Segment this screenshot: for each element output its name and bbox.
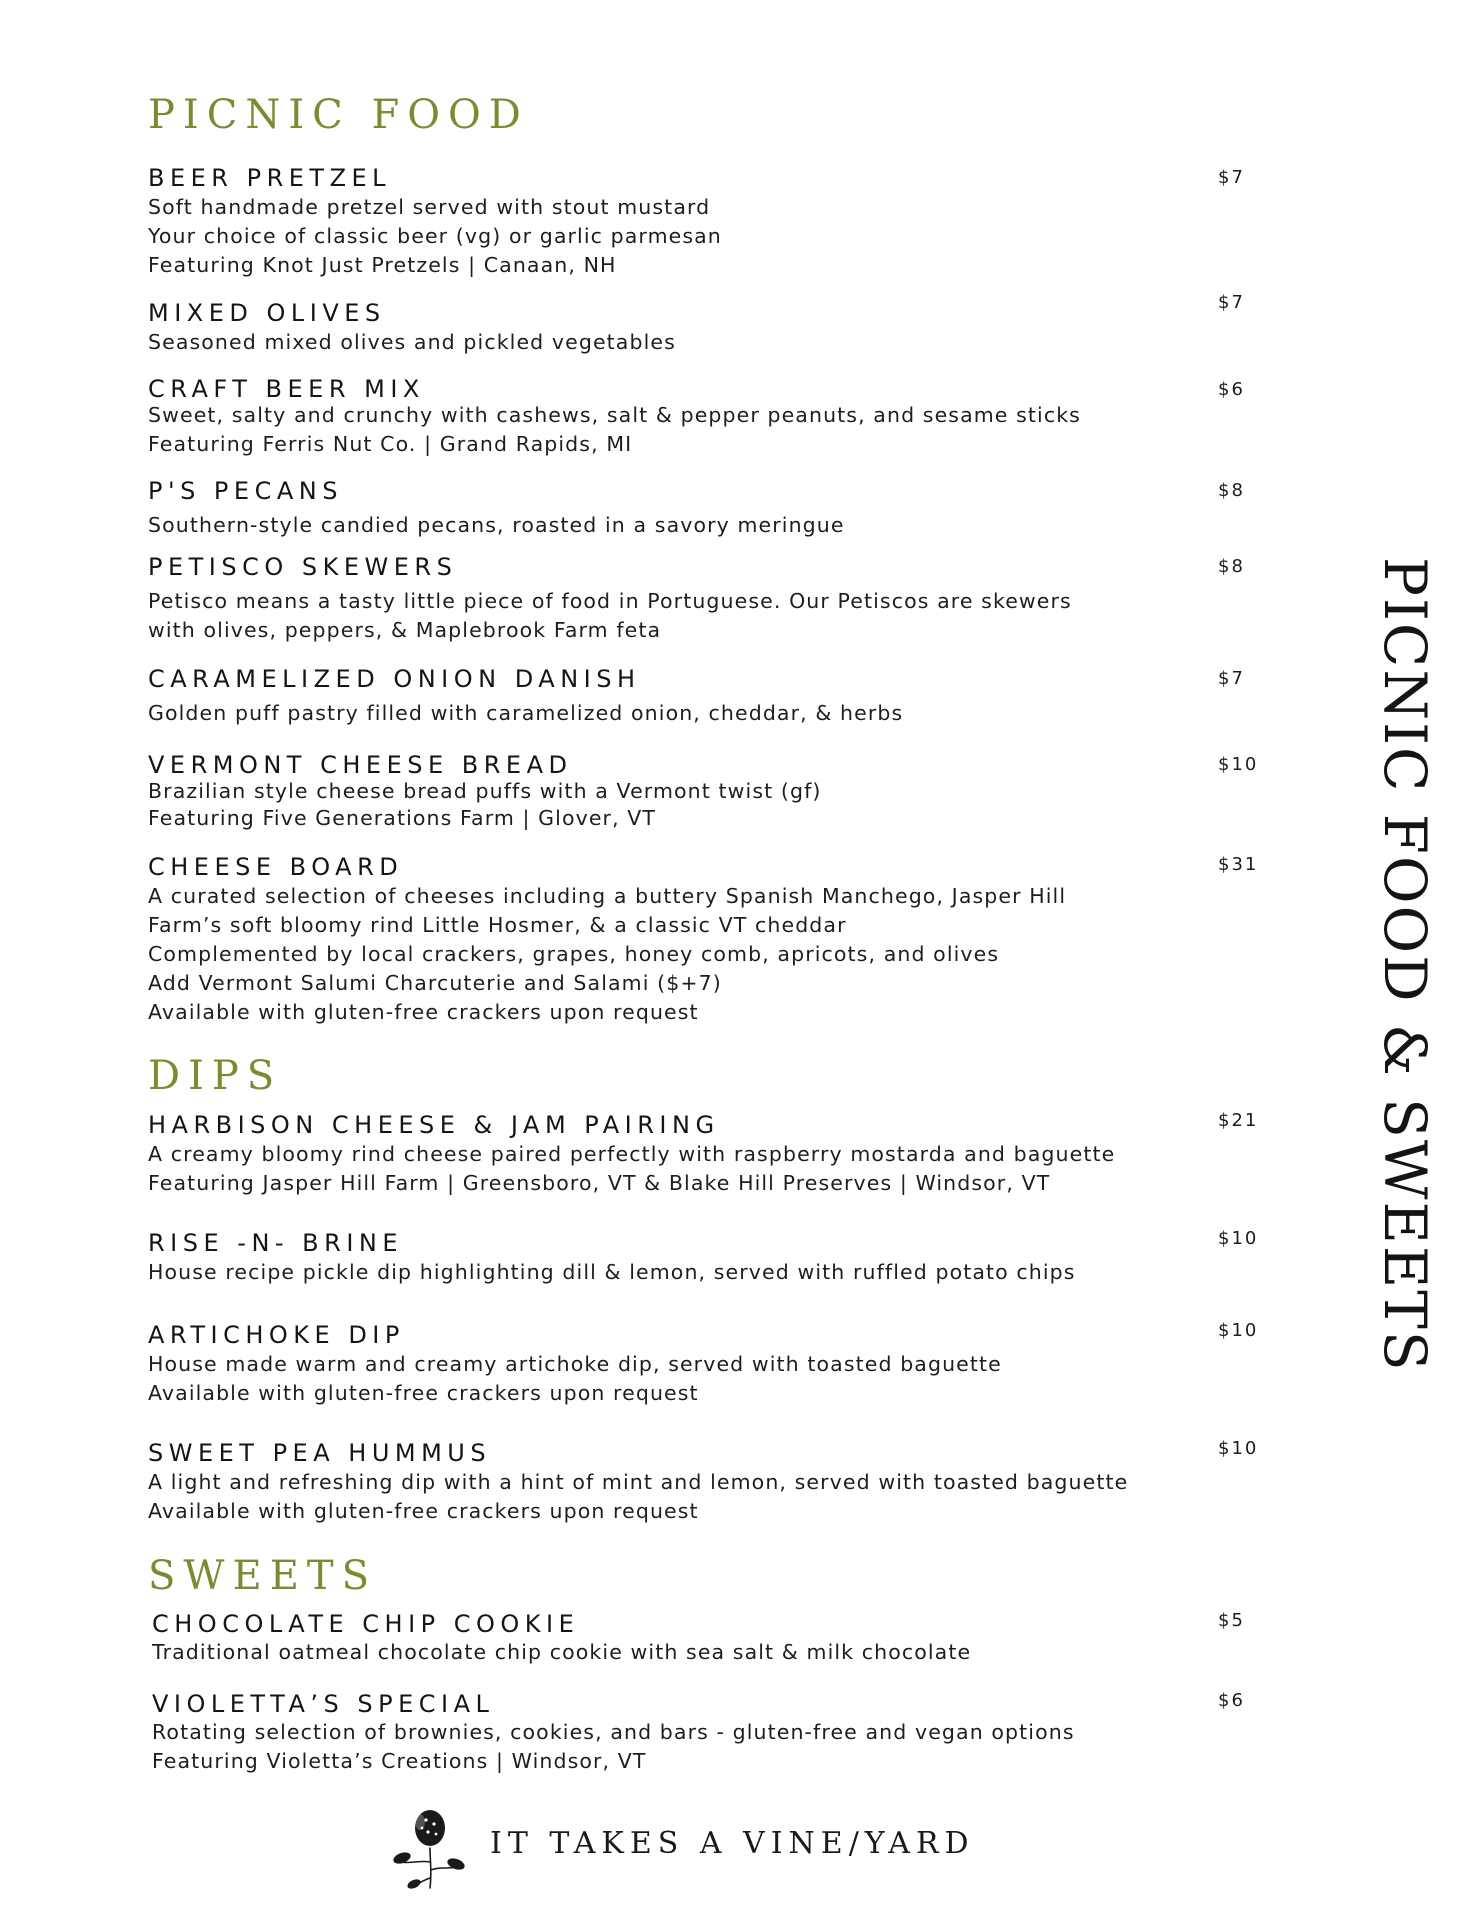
item-description-line: House made warm and creamy artichoke dip, served with toasted baguette bbox=[148, 1352, 1002, 1376]
menu-item-rise-n-brine bbox=[148, 1228, 1268, 1287]
item-name: CHEESE BOARD bbox=[148, 853, 404, 881]
menu-item-petisco-skewers bbox=[148, 552, 1268, 645]
item-description-line: Traditional oatmeal chocolate chip cookie with sea salt & milk chocolate bbox=[152, 1640, 972, 1664]
item-name: PETISCO SKEWERS bbox=[148, 553, 458, 581]
item-price: $7 bbox=[1218, 292, 1245, 313]
item-price: $7 bbox=[1218, 167, 1245, 188]
item-description-line: Add Vermont Salumi Charcuterie and Salami ($+7) bbox=[148, 971, 722, 995]
item-description-line: Complemented by local crackers, grapes, honey comb, apricots, and olives bbox=[148, 942, 1000, 966]
item-name: CRAFT BEER MIX bbox=[148, 375, 425, 403]
menu-item-violettas-special bbox=[152, 1690, 1272, 1776]
item-name: MIXED OLIVES bbox=[148, 299, 386, 327]
item-description-line: with olives, peppers, & Maplebrook Farm feta bbox=[148, 618, 662, 642]
item-price: $10 bbox=[1218, 1228, 1259, 1249]
item-name: SWEET PEA HUMMUS bbox=[148, 1439, 492, 1467]
item-description-line: A light and refreshing dip with a hint of mint and lemon, served with toasted baguette bbox=[148, 1470, 1129, 1494]
section-title-sweets: SWEETS bbox=[148, 1553, 377, 1599]
menu-item-craft-beer-mix bbox=[148, 377, 1268, 459]
menu-item-chocolate-chip-cookie bbox=[152, 1610, 1272, 1667]
item-description-line: Rotating selection of brownies, cookies, and bars - gluten-free and vegan options bbox=[152, 1720, 1075, 1744]
item-description-line: Petisco means a tasty little piece of food in Portuguese. Our Petiscos are skewers bbox=[148, 589, 1072, 613]
item-name: ARTICHOKE DIP bbox=[148, 1321, 405, 1349]
item-description-line: Featuring Five Generations Farm | Glover, VT bbox=[148, 806, 657, 830]
section-title-dips: DIPS bbox=[148, 1053, 283, 1099]
item-description-line: Featuring Ferris Nut Co. | Grand Rapids, MI bbox=[148, 432, 633, 456]
item-description-line: Seasoned mixed olives and pickled vegetables bbox=[148, 330, 676, 354]
menu-item-beer-pretzel bbox=[148, 163, 1268, 280]
item-description-line: A creamy bloomy rind cheese paired perfectly with raspberry mostarda and baguette bbox=[148, 1142, 1116, 1166]
item-name: BEER PRETZEL bbox=[148, 164, 392, 192]
menu-item-caramelized-onion-danish bbox=[148, 664, 1268, 728]
menu-item-harbison-cheese-jam-pairing bbox=[148, 1110, 1268, 1198]
item-price: $10 bbox=[1218, 754, 1259, 775]
item-description-line: Southern-style candied pecans, roasted in a savory meringue bbox=[148, 513, 845, 537]
item-description-line: Soft handmade pretzel served with stout mustard bbox=[148, 195, 711, 219]
vertical-page-title: PICNIC FOOD & SWEETS bbox=[1371, 557, 1439, 1373]
item-description-line: Featuring Knot Just Pretzels | Canaan, NH bbox=[148, 253, 617, 277]
item-price: $10 bbox=[1218, 1438, 1259, 1459]
item-name: CARAMELIZED ONION DANISH bbox=[148, 665, 641, 693]
item-description-line: Sweet, salty and crunchy with cashews, salt & pepper peanuts, and sesame sticks bbox=[148, 403, 1081, 427]
menu-item-vermont-cheese-bread bbox=[148, 752, 1268, 832]
item-name: RISE -N- BRINE bbox=[148, 1229, 404, 1257]
item-price: $7 bbox=[1218, 668, 1245, 689]
item-price: $5 bbox=[1218, 1610, 1245, 1631]
item-description-line: A curated selection of cheeses including a buttery Spanish Manchego, Jasper Hill bbox=[148, 884, 1067, 908]
item-price: $10 bbox=[1218, 1320, 1259, 1341]
menu-item-artichoke-dip bbox=[148, 1320, 1268, 1408]
item-name: HARBISON CHEESE & JAM PAIRING bbox=[148, 1111, 720, 1139]
item-description-line: Golden puff pastry filled with caramelized onion, cheddar, & herbs bbox=[148, 701, 904, 725]
item-description-line: Featuring Violetta’s Creations | Windsor, VT bbox=[152, 1749, 647, 1773]
item-description-line: House recipe pickle dip highlighting dill & lemon, served with ruffled potato chips bbox=[148, 1260, 1076, 1284]
item-price: $6 bbox=[1218, 379, 1245, 400]
item-name: CHOCOLATE CHIP COOKIE bbox=[152, 1610, 580, 1638]
item-name: P'S PECANS bbox=[148, 477, 343, 505]
item-description-line: Brazilian style cheese bread puffs with a Vermont twist (gf) bbox=[148, 779, 822, 803]
menu-item-ps-pecans bbox=[148, 476, 1268, 540]
item-name: VERMONT CHEESE BREAD bbox=[148, 751, 573, 779]
item-price: $6 bbox=[1218, 1690, 1245, 1711]
menu-item-sweet-pea-hummus bbox=[148, 1438, 1268, 1526]
menu-item-cheese-board bbox=[148, 852, 1268, 1027]
footer-brand-text: IT TAKES A VINE/YARD bbox=[490, 1826, 975, 1861]
item-name: VIOLETTA’S SPECIAL bbox=[152, 1690, 495, 1718]
item-price: $8 bbox=[1218, 556, 1245, 577]
item-description-line: Featuring Jasper Hill Farm | Greensboro, VT & Blake Hill Preserves | Windsor, VT bbox=[148, 1171, 1051, 1195]
item-price: $21 bbox=[1218, 1110, 1259, 1131]
footer bbox=[390, 1800, 1030, 1890]
item-description-line: Available with gluten-free crackers upon request bbox=[148, 1381, 699, 1405]
menu-item-mixed-olives bbox=[148, 292, 1268, 357]
item-description-line: Your choice of classic beer (vg) or garlic parmesan bbox=[148, 224, 722, 248]
item-price: $8 bbox=[1218, 480, 1245, 501]
clover-flower-logo-icon bbox=[390, 1800, 470, 1890]
item-description-line: Farm’s soft bloomy rind Little Hosmer, & a classic VT cheddar bbox=[148, 913, 847, 937]
section-title-picnic-food: PICNIC FOOD bbox=[148, 92, 529, 138]
item-description-line: Available with gluten-free crackers upon request bbox=[148, 1499, 699, 1523]
item-description-line: Available with gluten-free crackers upon request bbox=[148, 1000, 699, 1024]
item-price: $31 bbox=[1218, 854, 1259, 875]
